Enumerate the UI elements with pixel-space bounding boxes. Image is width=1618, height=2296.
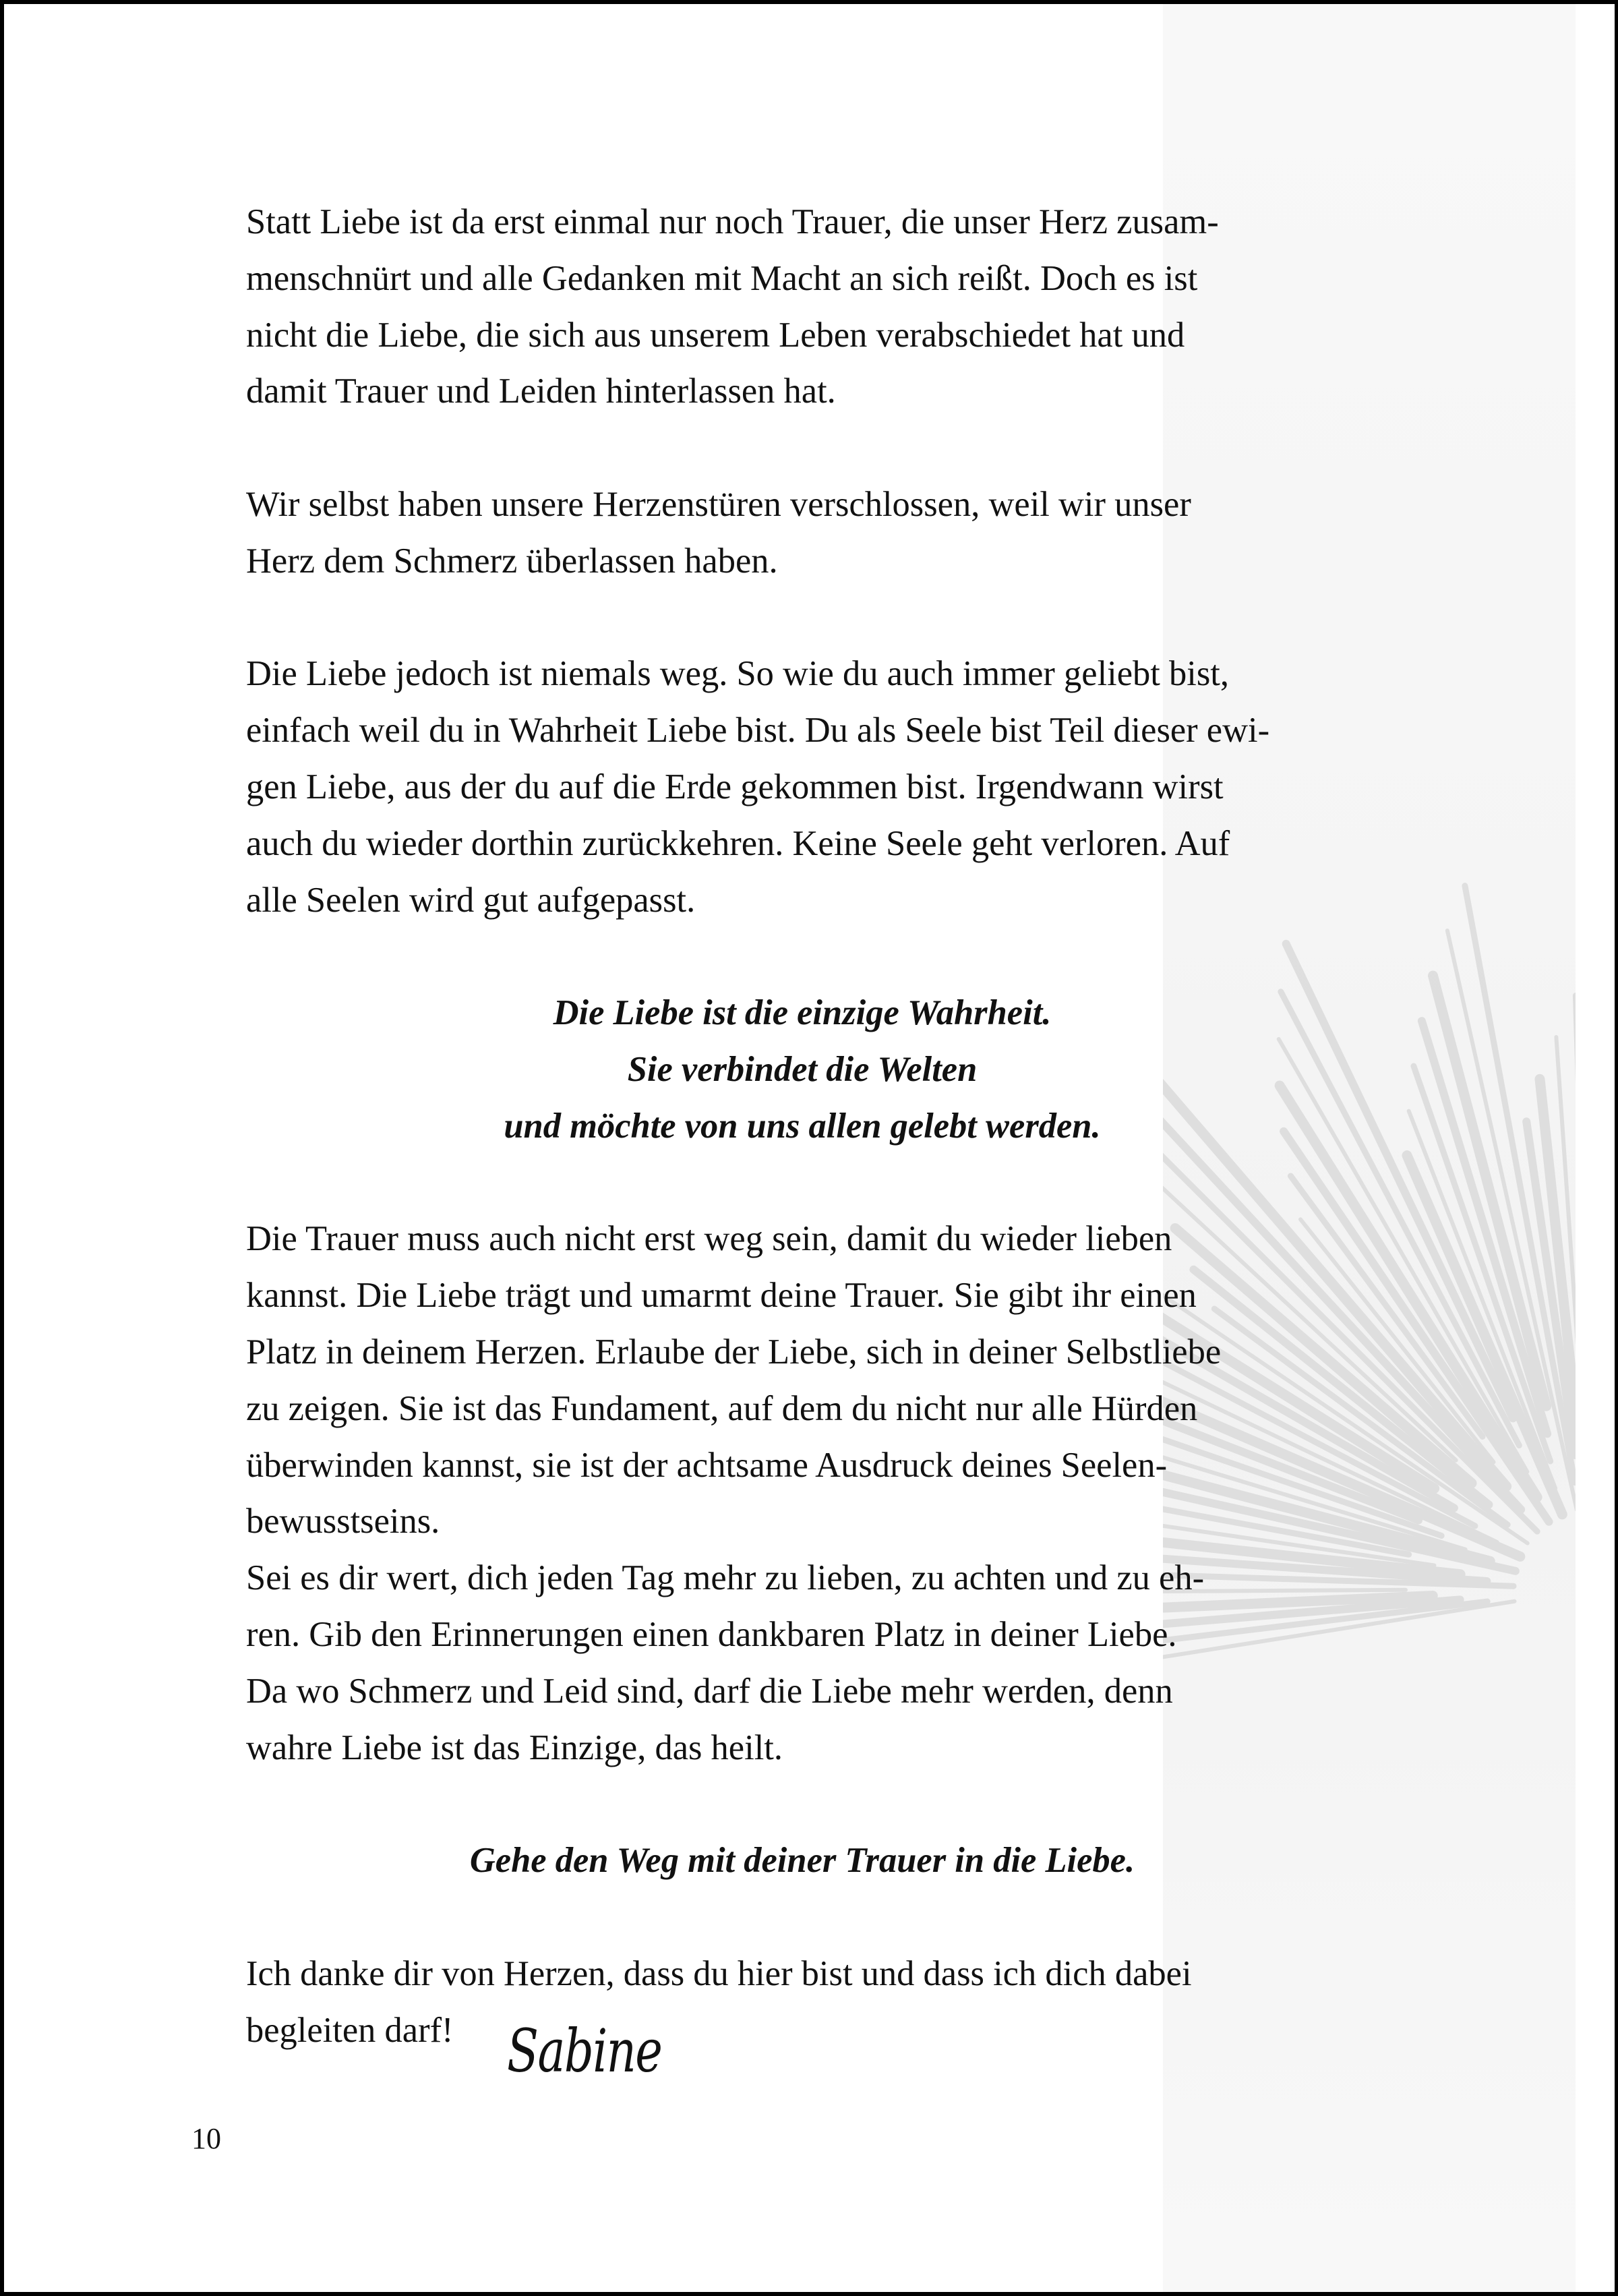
paragraph: [246, 1550, 1392, 1776]
paragraph: [246, 194, 1392, 420]
text-line: Sie verbindet die Welten: [627, 1049, 978, 1089]
paragraph: [246, 477, 1392, 590]
text-line: einfach weil du in Wahrheit Liebe bist. Du als Seele bist Teil dieser ewi-: [246, 711, 1270, 750]
text-line: auch du wieder dorthin zurückkehren. Keine Seele geht verloren. Auf: [246, 823, 1230, 863]
text-line: überwinden kannst, sie ist der achtsame Ausdruck deines Seelen-: [246, 1445, 1168, 1485]
text-line: Platz in deinem Herzen. Erlaube der Liebe, sich in deiner Selbstliebe: [246, 1332, 1222, 1372]
text-line: Sei es dir wert, dich jeden Tag mehr zu lieben, zu achten und zu eh-: [246, 1558, 1205, 1598]
text-line: alle Seelen wird gut aufgepasst.: [246, 880, 696, 920]
paragraph: [246, 1946, 1392, 2059]
text-line: Die Trauer muss auch nicht erst weg sein, damit du wieder lieben: [246, 1219, 1172, 1259]
text-line: Wir selbst haben unsere Herzenstüren verschlossen, weil wir unser: [246, 484, 1191, 524]
text-line: ren. Gib den Erinnerungen einen dankbaren Platz in deiner Liebe.: [246, 1614, 1177, 1654]
signature: Sabine: [507, 2016, 662, 2086]
text-line: kannst. Die Liebe trägt und umarmt deine Trauer. Sie gibt ihr einen: [246, 1276, 1197, 1316]
text-line: bewusstseins.: [246, 1502, 440, 1541]
text-line: zu zeigen. Sie ist das Fundament, auf dem du nicht nur alle Hürden: [246, 1388, 1198, 1428]
text-line: Herz dem Schmerz überlassen haben.: [246, 541, 778, 581]
text-line: Gehe den Weg mit deiner Trauer in die Liebe.: [469, 1841, 1135, 1881]
text-line: begleiten darf!: [246, 2010, 454, 2050]
highlight-quote: [246, 985, 1392, 1154]
text-line: und möchte von uns allen gelebt werden.: [504, 1106, 1101, 1146]
body-text: [246, 194, 1392, 2059]
paragraph: [246, 1211, 1392, 1550]
text-line: nicht die Liebe, die sich aus unserem Leben verabschiedet hat und: [246, 315, 1185, 355]
text-line: Ich danke dir von Herzen, dass du hier bist und dass ich dich dabei: [246, 1953, 1192, 1993]
highlight-quote: [246, 1833, 1392, 1889]
text-line: damit Trauer und Leiden hinterlassen hat.: [246, 372, 836, 411]
text-line: gen Liebe, aus der du auf die Erde gekommen bist. Irgendwann wirst: [246, 767, 1224, 806]
text-line: Da wo Schmerz und Leid sind, darf die Liebe mehr werden, denn: [246, 1671, 1173, 1711]
text-line: Die Liebe ist die einzige Wahrheit.: [553, 993, 1052, 1033]
paragraph: [246, 646, 1392, 929]
text-line: Die Liebe jedoch ist niemals weg. So wie du auch immer geliebt bist,: [246, 654, 1229, 694]
text-line: menschnürt und alle Gedanken mit Macht an sich reißt. Doch es ist: [246, 258, 1198, 298]
text-line: wahre Liebe ist das Einzige, das heilt.: [246, 1728, 783, 1767]
text-line: Statt Liebe ist da erst einmal nur noch Trauer, die unser Herz zusam-: [246, 202, 1219, 241]
page-number: 10: [191, 2122, 221, 2155]
